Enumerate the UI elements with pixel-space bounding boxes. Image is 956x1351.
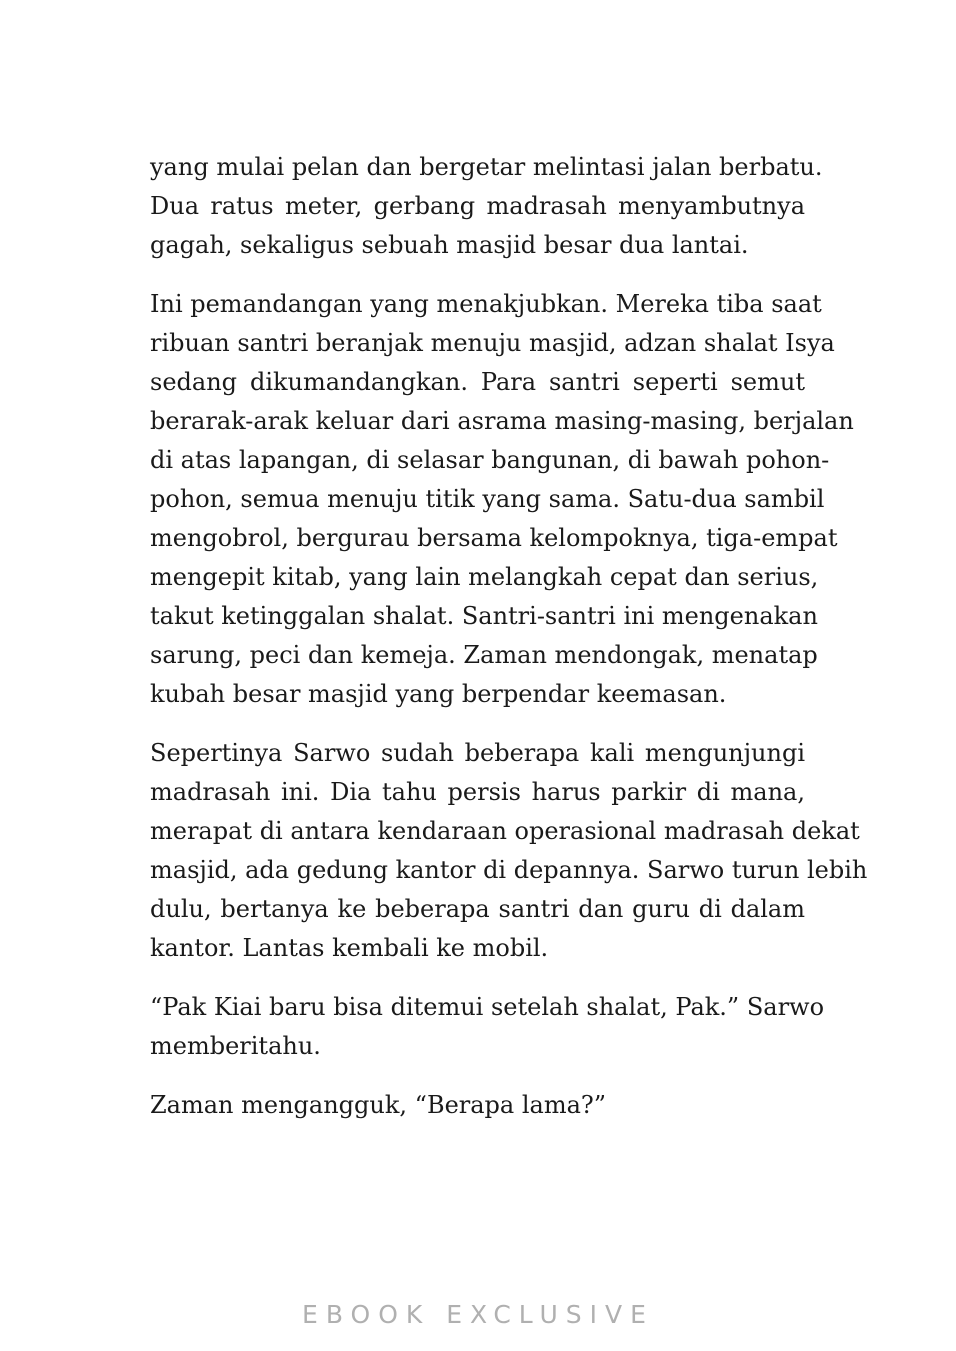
text-line: Sepertinya Sarwo sudah beberapa kali mengunjungi xyxy=(150,739,805,767)
text-line: kubah besar masjid yang berpendar keemasan. xyxy=(150,680,727,708)
ebook-exclusive-footer: EBOOK EXCLUSIVE xyxy=(302,1300,654,1329)
text-line: kantor. Lantas kembali ke mobil. xyxy=(150,934,549,962)
text-line: madrasah ini. Dia tahu persis harus parkir di mana, xyxy=(150,778,805,806)
text-line: ribuan santri beranjak menuju masjid, adzan shalat Isya xyxy=(150,329,835,357)
text-line: sarung, peci dan kemeja. Zaman mendongak, menatap xyxy=(150,641,818,669)
text-line: sedang dikumandangkan. Para santri seperti semut xyxy=(150,368,805,396)
text-line: mengobrol, bergurau bersama kelompoknya, tiga-empat xyxy=(150,524,838,552)
text-line: yang mulai pelan dan bergetar melintasi jalan berbatu. xyxy=(150,153,823,181)
page-body xyxy=(150,148,868,1145)
text-line: dulu, bertanya ke beberapa santri dan guru di dalam xyxy=(150,895,805,923)
text-line: Dua ratus meter, gerbang madrasah menyambutnya xyxy=(150,192,805,220)
text-line: di atas lapangan, di selasar bangunan, di bawah pohon- xyxy=(150,446,830,474)
text-line: Zaman mengangguk, “Berapa lama?” xyxy=(150,1091,607,1119)
text-line: berarak-arak keluar dari asrama masing-masing, berjalan xyxy=(150,407,854,435)
paragraph-5 xyxy=(150,1086,805,1125)
text-line: pohon, semua menuju titik yang sama. Satu-dua sambil xyxy=(150,485,825,513)
paragraph-2 xyxy=(150,285,854,714)
text-line: “Pak Kiai baru bisa ditemui setelah shalat, Pak.” Sarwo xyxy=(150,993,825,1021)
text-line: gagah, sekaligus sebuah masjid besar dua lantai. xyxy=(150,231,749,259)
text-line: Ini pemandangan yang menakjubkan. Mereka tiba saat xyxy=(150,290,822,318)
text-line: takut ketinggalan shalat. Santri-santri ini mengenakan xyxy=(150,602,818,630)
paragraph-4 xyxy=(150,988,825,1066)
paragraph-3 xyxy=(150,734,868,968)
text-line: masjid, ada gedung kantor di depannya. Sarwo turun lebih xyxy=(150,856,868,884)
text-line: mengepit kitab, yang lain melangkah cepat dan serius, xyxy=(150,563,819,591)
paragraph-1 xyxy=(150,148,823,265)
text-line: memberitahu. xyxy=(150,1032,321,1060)
text-line: merapat di antara kendaraan operasional madrasah dekat xyxy=(150,817,860,845)
